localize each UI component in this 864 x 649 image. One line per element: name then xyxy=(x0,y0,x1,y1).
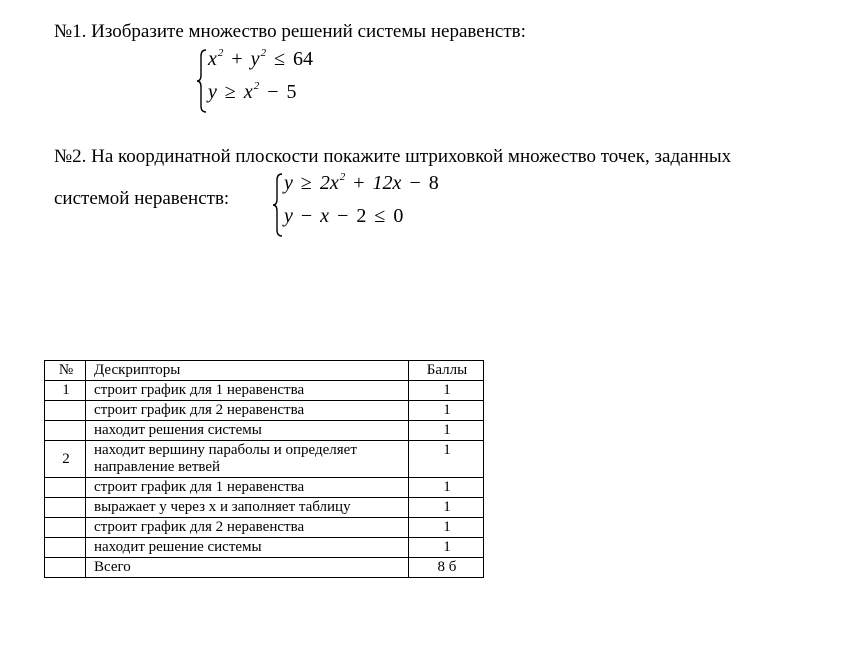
task2-inequality-1 xyxy=(284,172,439,195)
row-num xyxy=(45,518,86,538)
table-row xyxy=(45,441,484,478)
minus-sign: − xyxy=(300,205,313,227)
table-row xyxy=(45,498,484,518)
header-points: Баллы xyxy=(409,361,484,381)
table-row xyxy=(45,401,484,421)
row-points: 1 xyxy=(409,498,484,518)
relation-sign: ≥ xyxy=(224,81,236,103)
rhs-value: 0 xyxy=(393,205,404,227)
var-y: y xyxy=(250,48,260,70)
row-desc: находит решения системы xyxy=(86,421,409,441)
table-row xyxy=(45,421,484,441)
task2-inequality-system xyxy=(272,172,452,238)
var-x: x xyxy=(243,81,253,103)
row-points: 1 xyxy=(409,401,484,421)
plus-sign: + xyxy=(231,48,243,70)
row-num xyxy=(45,558,86,578)
rhs-value: 8 xyxy=(428,172,439,194)
row-points: 1 xyxy=(409,381,484,401)
row-points: 1 xyxy=(409,441,484,478)
row-num: 2 xyxy=(45,441,86,478)
row-desc: строит график для 1 неравенства xyxy=(86,478,409,498)
task1-inequality-1 xyxy=(208,48,313,71)
var-y: y xyxy=(284,172,293,194)
rhs-value: 64 xyxy=(293,48,314,70)
task2-title: №2. На координатной плоскости покажите штриховкой множество точек, заданных xyxy=(54,146,732,167)
exponent: 2 xyxy=(217,47,224,59)
term-12x: 12x xyxy=(372,172,402,194)
row-desc: строит график для 2 неравенства xyxy=(86,401,409,421)
row-points: 1 xyxy=(409,421,484,441)
total-points: 8 б xyxy=(409,558,484,578)
task2-lead: системой неравенств: xyxy=(54,188,230,209)
var-y: y xyxy=(284,205,293,227)
header-descriptors: Дескрипторы xyxy=(86,361,409,381)
task1-inequality-2 xyxy=(208,81,297,104)
task1-inequality-system xyxy=(196,48,336,114)
constant: 2 xyxy=(356,205,367,227)
relation-sign: ≥ xyxy=(300,172,312,194)
var-y: y xyxy=(208,81,217,103)
total-label: Всего xyxy=(86,558,409,578)
row-num xyxy=(45,538,86,558)
task1-title: №1. Изобразите множество решений системы неравенств: xyxy=(54,21,526,42)
table-row xyxy=(45,478,484,498)
row-points: 1 xyxy=(409,538,484,558)
left-brace-icon xyxy=(272,172,284,238)
minus-sign: − xyxy=(409,172,421,194)
header-num: № xyxy=(45,361,86,381)
var-x: x xyxy=(208,48,217,70)
row-points: 1 xyxy=(409,478,484,498)
minus-sign: − xyxy=(267,81,279,103)
table-row-total xyxy=(45,558,484,578)
table-row xyxy=(45,381,484,401)
plus-sign: + xyxy=(353,172,365,194)
left-brace-icon xyxy=(196,48,208,114)
descriptor-table xyxy=(44,360,484,578)
row-num xyxy=(45,498,86,518)
table-header-row xyxy=(45,361,484,381)
var-x: x xyxy=(320,205,330,227)
relation-sign: ≤ xyxy=(274,48,286,70)
task2-inequality-2 xyxy=(284,205,403,228)
row-desc: находит вершину параболы и определяет направление ветвей xyxy=(86,441,409,478)
row-num xyxy=(45,401,86,421)
row-desc: строит график для 2 неравенства xyxy=(86,518,409,538)
row-desc: выражает у через х и заполняет таблицу xyxy=(86,498,409,518)
row-points: 1 xyxy=(409,518,484,538)
term-2x: 2x xyxy=(319,172,339,194)
rhs-value: 5 xyxy=(286,81,297,103)
row-desc: находит решение системы xyxy=(86,538,409,558)
table-row xyxy=(45,518,484,538)
row-num xyxy=(45,478,86,498)
exponent: 2 xyxy=(260,47,267,59)
row-num xyxy=(45,421,86,441)
minus-sign: − xyxy=(337,205,349,227)
exponent: 2 xyxy=(339,171,346,183)
table-row xyxy=(45,538,484,558)
row-num: 1 xyxy=(45,381,86,401)
row-desc: строит график для 1 неравенства xyxy=(86,381,409,401)
exponent: 2 xyxy=(253,80,260,92)
relation-sign: ≤ xyxy=(374,205,386,227)
